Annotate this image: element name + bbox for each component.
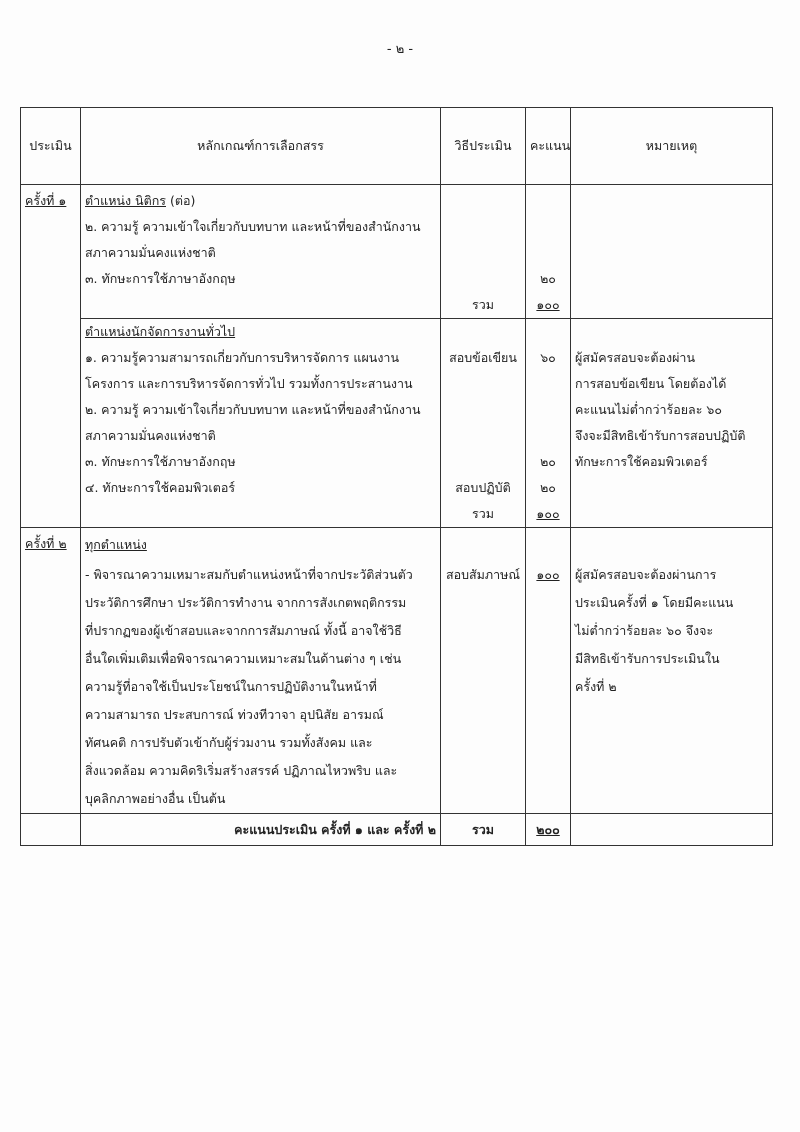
remark-line: ครั้งที่ ๒ — [575, 679, 617, 694]
criteria-line: สิ่งแวดล้อม ความคิดริเริ่มสร้างสรรค์ ปฏิภาณไหวพริบ และ — [85, 763, 398, 778]
header-criteria: หลักเกณฑ์การเลือกสรร — [81, 108, 441, 185]
method-written: สอบข้อเขียน — [449, 350, 517, 365]
criteria-line: อื่นใดเพิ่มเติมเพื่อพิจารณาความเหมาะสมในด้านต่าง ๆ เช่น — [85, 651, 402, 666]
method-interview: สอบสัมภาษณ์ — [445, 567, 521, 582]
criteria-line: ที่ปรากฏของผู้เข้าสอบและจากการสัมภาษณ์ ทั้งนี้ อาจใช้วิธี — [85, 623, 402, 638]
method-practical: สอบปฏิบัติ — [455, 480, 511, 495]
grand-total-row — [21, 814, 773, 846]
score: ๒๐ — [540, 454, 556, 469]
criteria-line: ๑. ความรู้ความสามารถเกี่ยวกับการบริหารจัดการ แผนงาน — [85, 350, 399, 365]
criteria-line: ความรู้ที่อาจใช้เป็นประโยชน์ในการปฏิบัติงานในหน้าที่ — [85, 679, 377, 694]
score: ๒๐ — [540, 480, 556, 495]
criteria-line: ๔. ทักษะการใช้คอมพิวเตอร์ — [85, 480, 236, 495]
total-score: ๑๐๐ — [536, 297, 560, 312]
round1-label: ครั้งที่ ๑ — [25, 193, 67, 208]
criteria-line: สภาความมั่นคงแห่งชาติ — [85, 428, 216, 443]
criteria-line: ทัศนคติ การปรับตัวเข้ากับผู้ร่วมงาน รวมทั้งสังคม และ — [85, 735, 373, 750]
criteria-line: - พิจารณาความเหมาะสมกับตำแหน่งหน้าที่จากประวัติส่วนตัว — [85, 567, 413, 582]
remark-line: ผู้สมัครสอบจะต้องผ่าน — [575, 350, 695, 365]
header-row — [21, 108, 773, 185]
criteria-line: บุคลิกภาพอย่างอื่น เป็นต้น — [85, 791, 226, 806]
criteria-line: ประวัติการศึกษา ประวัติการทำงาน จากการสังเกตพฤติกรรม — [85, 595, 407, 610]
total-score: ๑๐๐ — [536, 506, 560, 521]
criteria-line: ๓. ทักษะการใช้ภาษาอังกฤษ — [85, 454, 236, 469]
round2-title: ทุกตำแหน่ง — [85, 537, 147, 552]
criteria-line: ๒. ความรู้ ความเข้าใจเกี่ยวกับบทบาท และหน้าที่ของสำนักงาน — [85, 402, 421, 417]
score: ๖๐ — [540, 350, 556, 365]
round2-row — [21, 528, 773, 814]
page-number: - ๒ - — [386, 42, 414, 57]
total-label: รวม — [472, 297, 494, 312]
remark-line: ไม่ต่ำกว่าร้อยละ ๖๐ จึงจะ — [575, 623, 714, 638]
round1-legal-row: ครั้งที่ ๑ ตำแหน่ง นิติกร (ต่อ) ๒. ความรู้ ความเข้าใจเกี่ยวกับบทบาท และหน้าที่ของสำนักงาน สภาความมั่นคงแห่งชาติ ๓. ทักษะการใช้ภาษาอังกฤษ รวม ๒๐ ๑๐๐ — [21, 185, 773, 319]
header-round: ประเมิน — [21, 108, 81, 185]
header-remarks: หมายเหตุ — [571, 108, 773, 185]
grand-total-sum-label: รวม — [441, 814, 526, 846]
remark-line: ทักษะการใช้คอมพิวเตอร์ — [575, 454, 708, 469]
criteria-line: ๓. ทักษะการใช้ภาษาอังกฤษ — [85, 271, 236, 286]
total-label: รวม — [472, 506, 494, 521]
header-method: วิธีประเมิน — [441, 108, 526, 185]
criteria-line: สภาความมั่นคงแห่งชาติ — [85, 245, 216, 260]
header-score: คะแนน — [526, 108, 571, 185]
round1-general-admin-row — [21, 319, 773, 528]
round2-label: ครั้งที่ ๒ — [25, 536, 67, 551]
criteria-line: ๒. ความรู้ ความเข้าใจเกี่ยวกับบทบาท และหน้าที่ของสำนักงาน — [85, 219, 421, 234]
remark-line: ผู้สมัครสอบจะต้องผ่านการ — [575, 567, 717, 582]
section-b-title: ตำแหน่งนักจัดการงานทั่วไป — [85, 324, 236, 339]
remark-line: มีสิทธิเข้ารับการประเมินใน — [575, 651, 720, 666]
grand-total-label: คะแนนประเมิน ครั้งที่ ๑ และ ครั้งที่ ๒ — [81, 814, 441, 846]
remark-line: ประเมินครั้งที่ ๑ โดยมีคะแนน — [575, 595, 734, 610]
score: ๒๐ — [540, 271, 556, 286]
selection-criteria-table — [20, 107, 773, 846]
remark-line: การสอบข้อเขียน โดยต้องได้ — [575, 376, 727, 391]
remark-line: คะแนนไม่ต่ำกว่าร้อยละ ๖๐ — [575, 402, 722, 417]
score: ๑๐๐ — [536, 567, 560, 582]
criteria-line: ความสามารถ ประสบการณ์ ท่วงทีวาจา อุปนิสัย อารมณ์ — [85, 707, 384, 722]
remark-line: จึงจะมีสิทธิเข้ารับการสอบปฏิบัติ — [575, 428, 746, 443]
grand-total-score: ๒๐๐ — [526, 814, 571, 846]
criteria-line: โครงการ และการบริหารจัดการทั่วไป รวมทั้งการประสานงาน — [85, 376, 413, 391]
section-a-title: ตำแหน่ง นิติกร — [85, 193, 166, 208]
